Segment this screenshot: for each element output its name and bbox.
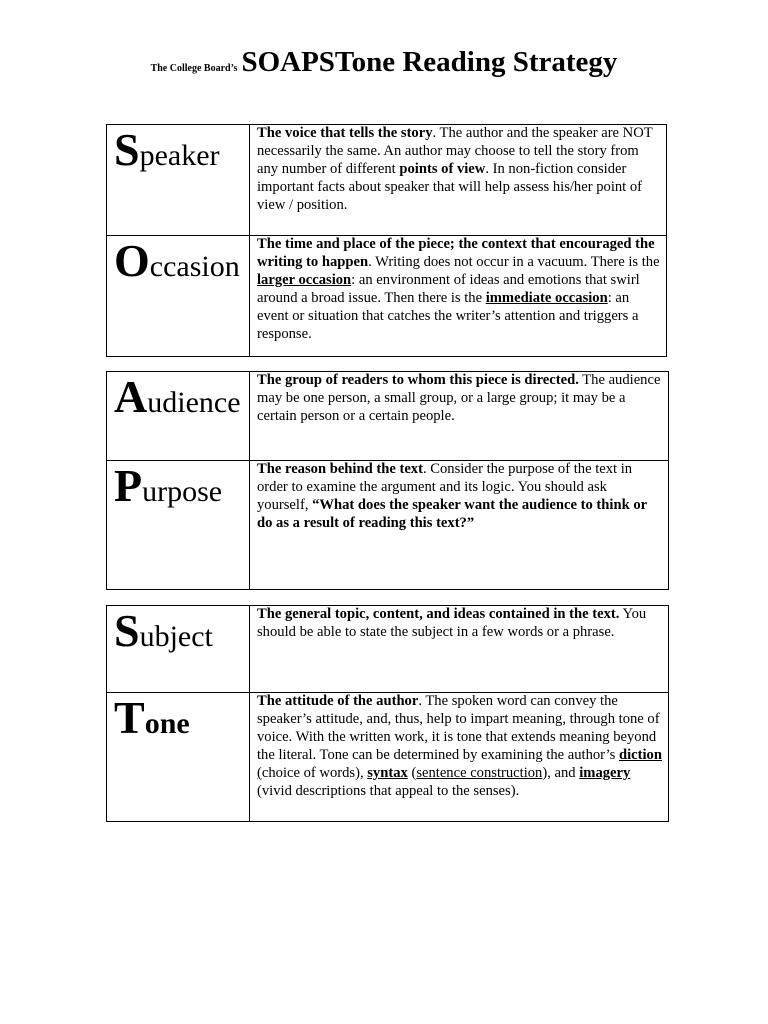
title-attribution: The College Board’s [150, 63, 238, 74]
emphasis-text: The voice that tells the story [257, 125, 433, 141]
term-rest: udience [147, 386, 241, 419]
term-rest: ubject [139, 620, 213, 653]
body-text: . The spoken word can convey the speaker’s attitude, and, thus, help to impart meaning, through tone of voice. With the written work, it is tone that extends meaning beyond the literal. Tone can be determined by examining the author’s [257, 693, 660, 763]
row-subject [107, 606, 669, 693]
body-text: You should be able to state the subject in a few words or a phrase. [257, 606, 647, 640]
emphasis-text: syntax [367, 764, 408, 781]
emphasis-text: The attitude of the author [257, 693, 419, 709]
body-text: . In non-fiction consider important facts about speaker that will help assess his/her point of view / position. [257, 160, 643, 213]
body-text: : an event or situation that catches the writer’s attention and triggers a response. [257, 289, 639, 342]
body-text: ( [407, 764, 417, 781]
body-text: ), and [542, 764, 580, 781]
row-speaker [107, 125, 667, 236]
term-rest: peaker [139, 139, 220, 172]
term-initial: T [114, 692, 145, 743]
definition-cell [250, 693, 669, 822]
emphasis-text: diction [618, 746, 662, 763]
emphasis-text: “What does the speaker want the audience to think or do as a result of reading this text?” [257, 496, 647, 531]
definition-cell [250, 372, 669, 461]
body-text: ( [257, 764, 262, 781]
term-cell [107, 693, 250, 822]
definition-text [250, 693, 668, 800]
definition-text [250, 372, 668, 426]
term-cell [107, 125, 250, 236]
row-tone [107, 693, 669, 822]
row-occasion [107, 236, 667, 357]
term-rest: one [144, 707, 190, 740]
term-initial: S [114, 124, 140, 175]
emphasis-text: larger occasion [257, 271, 352, 288]
document-title [0, 46, 768, 79]
definition-cell [250, 606, 669, 693]
emphasis-text: The group of readers to whom this piece is directed. [257, 372, 579, 388]
term-cell [107, 372, 250, 461]
emphasis-text: imagery [579, 764, 631, 781]
soap-table-speaker-occasion [106, 124, 667, 357]
term-cell [107, 461, 250, 590]
row-audience [107, 372, 669, 461]
emphasis-text: points of view [399, 160, 486, 177]
term-cell [107, 606, 250, 693]
definition-text [250, 236, 666, 343]
emphasis-text: The reason behind the text [257, 461, 423, 477]
term-rest: ccasion [149, 250, 240, 283]
emphasis-text: The time and place of the piece; the context that encouraged the writing to happen [257, 236, 655, 270]
body-text: The audience may be one person, a small group, or a large group; it may be a certain person or a certain people. [257, 372, 661, 424]
body-text: . Consider the purpose of the text in order to examine the argument and its logic. You should ask yourself, [257, 461, 633, 513]
body-text: . Writing does not occur in a vacuum. There is the [368, 253, 660, 270]
emphasis-text: immediate occasion [485, 289, 608, 306]
body-text: choice of words), [261, 764, 368, 781]
soap-table-subject-tone [106, 605, 669, 822]
title-main: SOAPSTone Reading Strategy [241, 46, 618, 78]
row-purpose [107, 461, 669, 590]
definition-cell [250, 125, 667, 236]
definition-cell [250, 461, 669, 590]
body-text: : an environment of ideas and emotions that swirl around a broad issue. Then there is the [257, 271, 640, 306]
soap-table-audience-purpose [106, 371, 669, 590]
term-initial: A [114, 371, 148, 422]
definition-cell [250, 236, 667, 357]
term-initial: P [114, 460, 143, 511]
term-initial: S [114, 605, 140, 656]
definition-text [250, 125, 666, 215]
emphasis-text: The general topic, content, and ideas contained in the text. [257, 606, 620, 622]
term-rest: urpose [142, 475, 223, 508]
definition-text [250, 606, 668, 642]
body-text: sentence construction [416, 764, 543, 781]
term-initial: O [114, 235, 150, 286]
body-text: (vivid descriptions that appeal to the senses). [257, 782, 520, 799]
body-text: . The author and the speaker are NOT necessarily the same. An author may choose to tell the story from any number of different [257, 125, 653, 177]
definition-text [250, 461, 668, 533]
term-cell [107, 236, 250, 357]
